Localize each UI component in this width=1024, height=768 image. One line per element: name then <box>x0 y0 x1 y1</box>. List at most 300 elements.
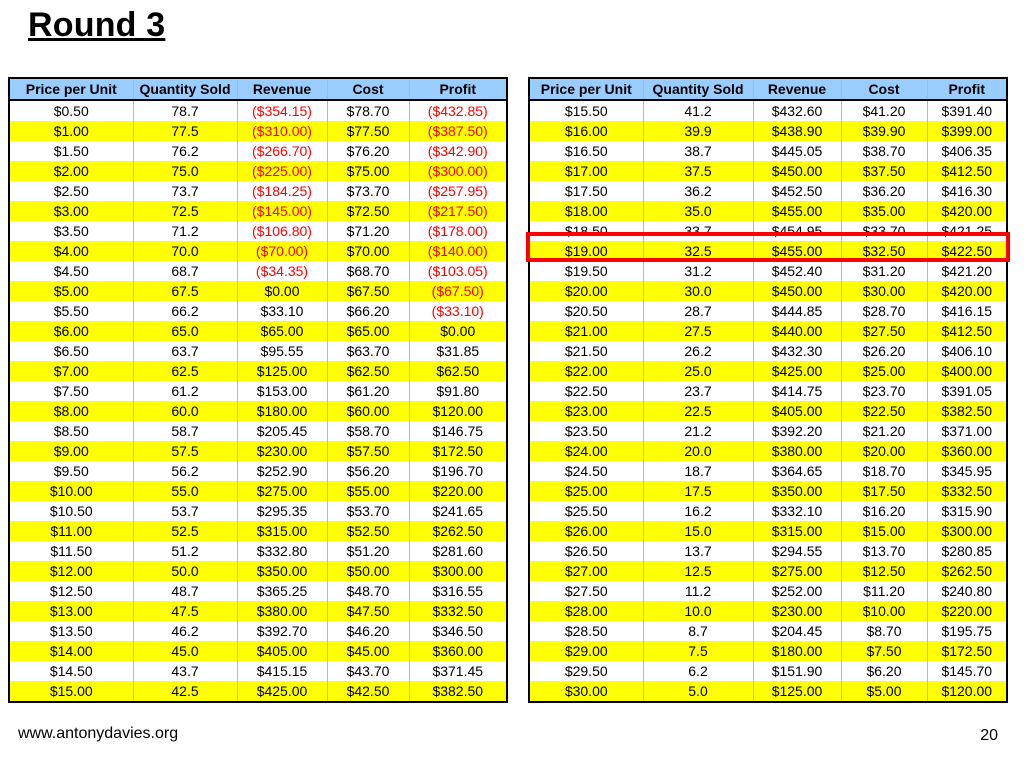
cell-cost: $21.20 <box>841 421 927 441</box>
cell-price: $25.50 <box>529 501 643 521</box>
table-row <box>9 601 507 621</box>
cell-price: $5.50 <box>9 301 133 321</box>
cell-price: $10.50 <box>9 501 133 521</box>
cell-revenue: $95.55 <box>237 341 327 361</box>
cell-quantity: 8.7 <box>643 621 753 641</box>
cell-quantity: 31.2 <box>643 261 753 281</box>
cell-profit: $416.15 <box>927 301 1007 321</box>
table-row <box>9 361 507 381</box>
cell-cost: $71.20 <box>327 221 409 241</box>
cell-quantity: 27.5 <box>643 321 753 341</box>
cell-profit: $360.00 <box>409 641 507 661</box>
table-row <box>9 541 507 561</box>
cell-cost: $33.70 <box>841 221 927 241</box>
cell-cost: $65.00 <box>327 321 409 341</box>
cell-quantity: 47.5 <box>133 601 237 621</box>
table-row <box>9 681 507 702</box>
cell-quantity: 68.7 <box>133 261 237 281</box>
cell-cost: $32.50 <box>841 241 927 261</box>
cell-price: $24.50 <box>529 461 643 481</box>
cell-cost: $26.20 <box>841 341 927 361</box>
table-row <box>529 481 1007 501</box>
cell-cost: $75.00 <box>327 161 409 181</box>
cell-cost: $41.20 <box>841 100 927 121</box>
cell-revenue: ($266.70) <box>237 141 327 161</box>
right-table-body <box>529 100 1007 702</box>
cell-profit: $280.85 <box>927 541 1007 561</box>
cell-price: $14.50 <box>9 661 133 681</box>
cell-cost: $50.00 <box>327 561 409 581</box>
cell-cost: $28.70 <box>841 301 927 321</box>
cell-revenue: $252.00 <box>753 581 841 601</box>
cell-profit: $196.70 <box>409 461 507 481</box>
cell-cost: $31.20 <box>841 261 927 281</box>
cell-profit: $315.90 <box>927 501 1007 521</box>
table-row <box>9 621 507 641</box>
cell-price: $11.50 <box>9 541 133 561</box>
cell-quantity: 12.5 <box>643 561 753 581</box>
cell-quantity: 61.2 <box>133 381 237 401</box>
cell-profit: $262.50 <box>927 561 1007 581</box>
header-price: Price per Unit <box>529 78 643 100</box>
cell-profit: $400.00 <box>927 361 1007 381</box>
cell-profit: ($33.10) <box>409 301 507 321</box>
table-row <box>9 321 507 341</box>
cell-cost: $43.70 <box>327 661 409 681</box>
cell-revenue: $415.15 <box>237 661 327 681</box>
cell-price: $23.50 <box>529 421 643 441</box>
cell-cost: $55.00 <box>327 481 409 501</box>
cell-revenue: $432.60 <box>753 100 841 121</box>
table-row <box>9 181 507 201</box>
cell-revenue: $380.00 <box>237 601 327 621</box>
cell-cost: $25.00 <box>841 361 927 381</box>
cell-profit: $416.30 <box>927 181 1007 201</box>
table-row <box>529 100 1007 121</box>
cell-quantity: 22.5 <box>643 401 753 421</box>
cell-profit: ($178.00) <box>409 221 507 241</box>
cell-quantity: 35.0 <box>643 201 753 221</box>
cell-quantity: 63.7 <box>133 341 237 361</box>
cell-price: $17.50 <box>529 181 643 201</box>
header-revenue: Revenue <box>753 78 841 100</box>
cell-profit: $422.50 <box>927 241 1007 261</box>
price-table-left <box>8 77 508 703</box>
cell-revenue: $350.00 <box>237 561 327 581</box>
cell-quantity: 32.5 <box>643 241 753 261</box>
table-row <box>9 441 507 461</box>
table-row <box>9 521 507 541</box>
header-row <box>529 78 1007 100</box>
table-row <box>529 161 1007 181</box>
cell-profit: $31.85 <box>409 341 507 361</box>
cell-profit: $345.95 <box>927 461 1007 481</box>
table-row <box>9 641 507 661</box>
cell-profit: $406.10 <box>927 341 1007 361</box>
cell-price: $8.50 <box>9 421 133 441</box>
cell-cost: $36.20 <box>841 181 927 201</box>
cell-price: $27.00 <box>529 561 643 581</box>
cell-cost: $38.70 <box>841 141 927 161</box>
left-table-container <box>8 77 508 703</box>
table-row <box>9 201 507 221</box>
cell-revenue: $315.00 <box>753 521 841 541</box>
table-row <box>529 361 1007 381</box>
cell-profit: $371.00 <box>927 421 1007 441</box>
cell-price: $20.00 <box>529 281 643 301</box>
header-revenue: Revenue <box>237 78 327 100</box>
table-row <box>9 281 507 301</box>
cell-revenue: $455.00 <box>753 201 841 221</box>
cell-price: $29.50 <box>529 661 643 681</box>
table-row <box>9 561 507 581</box>
cell-quantity: 46.2 <box>133 621 237 641</box>
cell-revenue: $445.05 <box>753 141 841 161</box>
table-row <box>9 401 507 421</box>
cell-revenue: $392.70 <box>237 621 327 641</box>
table-row <box>9 161 507 181</box>
table-row <box>529 121 1007 141</box>
header-cost: Cost <box>327 78 409 100</box>
table-row <box>529 341 1007 361</box>
cell-profit: $420.00 <box>927 201 1007 221</box>
cell-quantity: 67.5 <box>133 281 237 301</box>
cell-cost: $18.70 <box>841 461 927 481</box>
cell-quantity: 73.7 <box>133 181 237 201</box>
header-price: Price per Unit <box>9 78 133 100</box>
cell-quantity: 37.5 <box>643 161 753 181</box>
cell-quantity: 51.2 <box>133 541 237 561</box>
cell-quantity: 41.2 <box>643 100 753 121</box>
cell-price: $28.00 <box>529 601 643 621</box>
cell-price: $14.00 <box>9 641 133 661</box>
cell-revenue: $230.00 <box>753 601 841 621</box>
cell-price: $22.50 <box>529 381 643 401</box>
cell-revenue: $444.85 <box>753 301 841 321</box>
header-quantity: Quantity Sold <box>133 78 237 100</box>
cell-profit: $220.00 <box>409 481 507 501</box>
cell-profit: $360.00 <box>927 441 1007 461</box>
table-row <box>529 261 1007 281</box>
cell-price: $1.50 <box>9 141 133 161</box>
cell-quantity: 45.0 <box>133 641 237 661</box>
cell-price: $18.50 <box>529 221 643 241</box>
cell-quantity: 75.0 <box>133 161 237 181</box>
cell-revenue: ($34.35) <box>237 261 327 281</box>
cell-price: $13.50 <box>9 621 133 641</box>
table-row <box>9 581 507 601</box>
cell-quantity: 53.7 <box>133 501 237 521</box>
cell-quantity: 26.2 <box>643 341 753 361</box>
table-row <box>529 221 1007 241</box>
cell-quantity: 28.7 <box>643 301 753 321</box>
cell-cost: $46.20 <box>327 621 409 641</box>
cell-profit: $300.00 <box>927 521 1007 541</box>
cell-profit: ($67.50) <box>409 281 507 301</box>
table-row <box>529 621 1007 641</box>
cell-revenue: ($225.00) <box>237 161 327 181</box>
cell-cost: $51.20 <box>327 541 409 561</box>
cell-profit: $399.00 <box>927 121 1007 141</box>
cell-cost: $11.20 <box>841 581 927 601</box>
cell-price: $10.00 <box>9 481 133 501</box>
cell-revenue: ($310.00) <box>237 121 327 141</box>
cell-price: $5.00 <box>9 281 133 301</box>
cell-quantity: 21.2 <box>643 421 753 441</box>
cell-profit: $240.80 <box>927 581 1007 601</box>
table-row <box>529 581 1007 601</box>
table-row <box>529 601 1007 621</box>
price-table-right <box>528 77 1008 703</box>
cell-price: $4.50 <box>9 261 133 281</box>
cell-cost: $35.00 <box>841 201 927 221</box>
cell-profit: $172.50 <box>927 641 1007 661</box>
cell-price: $30.00 <box>529 681 643 702</box>
cell-profit: $391.40 <box>927 100 1007 121</box>
cell-price: $17.00 <box>529 161 643 181</box>
cell-price: $21.50 <box>529 341 643 361</box>
cell-price: $0.50 <box>9 100 133 121</box>
table-row <box>529 141 1007 161</box>
cell-profit: ($103.05) <box>409 261 507 281</box>
left-table-body <box>9 100 507 702</box>
cell-quantity: 66.2 <box>133 301 237 321</box>
cell-quantity: 70.0 <box>133 241 237 261</box>
cell-price: $26.00 <box>529 521 643 541</box>
cell-profit: $316.55 <box>409 581 507 601</box>
cell-quantity: 50.0 <box>133 561 237 581</box>
page-number: 20 <box>980 727 998 744</box>
cell-cost: $61.20 <box>327 381 409 401</box>
cell-quantity: 36.2 <box>643 181 753 201</box>
cell-revenue: $65.00 <box>237 321 327 341</box>
cell-revenue: $252.90 <box>237 461 327 481</box>
table-row <box>529 381 1007 401</box>
cell-profit: $0.00 <box>409 321 507 341</box>
cell-revenue: $452.40 <box>753 261 841 281</box>
cell-price: $25.00 <box>529 481 643 501</box>
cell-quantity: 57.5 <box>133 441 237 461</box>
cell-revenue: $405.00 <box>237 641 327 661</box>
cell-price: $2.50 <box>9 181 133 201</box>
cell-revenue: $440.00 <box>753 321 841 341</box>
cell-revenue: $414.75 <box>753 381 841 401</box>
cell-cost: $37.50 <box>841 161 927 181</box>
cell-cost: $27.50 <box>841 321 927 341</box>
cell-quantity: 15.0 <box>643 521 753 541</box>
right-table-container <box>528 77 1008 703</box>
cell-cost: $58.70 <box>327 421 409 441</box>
cell-quantity: 7.5 <box>643 641 753 661</box>
cell-profit: ($300.00) <box>409 161 507 181</box>
cell-price: $22.00 <box>529 361 643 381</box>
cell-revenue: ($106.80) <box>237 221 327 241</box>
cell-price: $29.00 <box>529 641 643 661</box>
cell-profit: ($140.00) <box>409 241 507 261</box>
cell-quantity: 60.0 <box>133 401 237 421</box>
cell-revenue: $153.00 <box>237 381 327 401</box>
cell-revenue: $380.00 <box>753 441 841 461</box>
table-row <box>529 181 1007 201</box>
cell-profit: $220.00 <box>927 601 1007 621</box>
table-row <box>529 201 1007 221</box>
table-row <box>529 301 1007 321</box>
cell-quantity: 10.0 <box>643 601 753 621</box>
cell-cost: $22.50 <box>841 401 927 421</box>
cell-cost: $13.70 <box>841 541 927 561</box>
table-row <box>529 521 1007 541</box>
table-row <box>529 421 1007 441</box>
cell-revenue: $364.65 <box>753 461 841 481</box>
cell-quantity: 48.7 <box>133 581 237 601</box>
cell-quantity: 13.7 <box>643 541 753 561</box>
cell-quantity: 20.0 <box>643 441 753 461</box>
cell-price: $20.50 <box>529 301 643 321</box>
cell-revenue: $432.30 <box>753 341 841 361</box>
cell-price: $6.00 <box>9 321 133 341</box>
cell-price: $19.50 <box>529 261 643 281</box>
cell-price: $3.50 <box>9 221 133 241</box>
cell-cost: $70.00 <box>327 241 409 261</box>
cell-cost: $5.00 <box>841 681 927 702</box>
cell-quantity: 16.2 <box>643 501 753 521</box>
cell-profit: $241.65 <box>409 501 507 521</box>
cell-cost: $45.00 <box>327 641 409 661</box>
cell-cost: $15.00 <box>841 521 927 541</box>
cell-price: $18.00 <box>529 201 643 221</box>
cell-cost: $66.20 <box>327 301 409 321</box>
cell-profit: $382.50 <box>927 401 1007 421</box>
cell-price: $13.00 <box>9 601 133 621</box>
cell-quantity: 38.7 <box>643 141 753 161</box>
cell-revenue: ($184.25) <box>237 181 327 201</box>
cell-quantity: 62.5 <box>133 361 237 381</box>
cell-quantity: 76.2 <box>133 141 237 161</box>
cell-profit: $172.50 <box>409 441 507 461</box>
cell-revenue: $332.80 <box>237 541 327 561</box>
cell-cost: $77.50 <box>327 121 409 141</box>
cell-revenue: $425.00 <box>753 361 841 381</box>
cell-cost: $17.50 <box>841 481 927 501</box>
cell-quantity: 39.9 <box>643 121 753 141</box>
cell-profit: $406.35 <box>927 141 1007 161</box>
cell-profit: $412.50 <box>927 321 1007 341</box>
cell-profit: ($432.85) <box>409 100 507 121</box>
cell-revenue: $450.00 <box>753 281 841 301</box>
table-row <box>529 461 1007 481</box>
cell-quantity: 72.5 <box>133 201 237 221</box>
cell-profit: $332.50 <box>409 601 507 621</box>
table-row <box>9 301 507 321</box>
cell-profit: $332.50 <box>927 481 1007 501</box>
cell-revenue: $452.50 <box>753 181 841 201</box>
cell-price: $4.00 <box>9 241 133 261</box>
table-row <box>529 441 1007 461</box>
page-title: Round 3 <box>28 6 166 44</box>
table-row <box>529 401 1007 421</box>
cell-cost: $56.20 <box>327 461 409 481</box>
header-cost: Cost <box>841 78 927 100</box>
cell-cost: $47.50 <box>327 601 409 621</box>
cell-cost: $63.70 <box>327 341 409 361</box>
cell-revenue: $450.00 <box>753 161 841 181</box>
table-row <box>529 501 1007 521</box>
cell-profit: $145.70 <box>927 661 1007 681</box>
cell-price: $26.50 <box>529 541 643 561</box>
cell-price: $9.50 <box>9 461 133 481</box>
cell-profit: $195.75 <box>927 621 1007 641</box>
cell-cost: $7.50 <box>841 641 927 661</box>
cell-cost: $60.00 <box>327 401 409 421</box>
cell-revenue: ($145.00) <box>237 201 327 221</box>
cell-quantity: 33.7 <box>643 221 753 241</box>
cell-price: $12.50 <box>9 581 133 601</box>
table-row <box>9 141 507 161</box>
cell-profit: $300.00 <box>409 561 507 581</box>
cell-profit: $421.25 <box>927 221 1007 241</box>
table-row <box>9 241 507 261</box>
cell-profit: $120.00 <box>927 681 1007 702</box>
table-row <box>9 100 507 121</box>
cell-quantity: 58.7 <box>133 421 237 441</box>
cell-revenue: $295.35 <box>237 501 327 521</box>
cell-revenue: $425.00 <box>237 681 327 702</box>
cell-revenue: $438.90 <box>753 121 841 141</box>
cell-cost: $76.20 <box>327 141 409 161</box>
cell-profit: $346.50 <box>409 621 507 641</box>
cell-cost: $20.00 <box>841 441 927 461</box>
cell-quantity: 56.2 <box>133 461 237 481</box>
cell-price: $15.50 <box>529 100 643 121</box>
cell-quantity: 11.2 <box>643 581 753 601</box>
table-row <box>9 261 507 281</box>
table-row <box>9 381 507 401</box>
cell-price: $27.50 <box>529 581 643 601</box>
cell-price: $7.50 <box>9 381 133 401</box>
cell-revenue: $275.00 <box>753 561 841 581</box>
cell-revenue: $0.00 <box>237 281 327 301</box>
cell-revenue: $230.00 <box>237 441 327 461</box>
cell-price: $6.50 <box>9 341 133 361</box>
cell-revenue: $405.00 <box>753 401 841 421</box>
table-row <box>9 421 507 441</box>
cell-profit: $146.75 <box>409 421 507 441</box>
cell-price: $11.00 <box>9 521 133 541</box>
cell-profit: $421.20 <box>927 261 1007 281</box>
cell-price: $8.00 <box>9 401 133 421</box>
cell-cost: $52.50 <box>327 521 409 541</box>
header-profit: Profit <box>409 78 507 100</box>
cell-cost: $53.70 <box>327 501 409 521</box>
cell-profit: ($387.50) <box>409 121 507 141</box>
cell-quantity: 52.5 <box>133 521 237 541</box>
cell-revenue: $204.45 <box>753 621 841 641</box>
footer-url: www.antonydavies.org <box>18 725 179 742</box>
table-row <box>529 641 1007 661</box>
cell-profit: ($342.90) <box>409 141 507 161</box>
cell-profit: ($217.50) <box>409 201 507 221</box>
cell-quantity: 17.5 <box>643 481 753 501</box>
cell-revenue: $180.00 <box>753 641 841 661</box>
header-profit: Profit <box>927 78 1007 100</box>
cell-quantity: 18.7 <box>643 461 753 481</box>
cell-profit: ($257.95) <box>409 181 507 201</box>
cell-quantity: 42.5 <box>133 681 237 702</box>
cell-revenue: $180.00 <box>237 401 327 421</box>
cell-price: $1.00 <box>9 121 133 141</box>
cell-quantity: 23.7 <box>643 381 753 401</box>
cell-price: $15.00 <box>9 681 133 702</box>
